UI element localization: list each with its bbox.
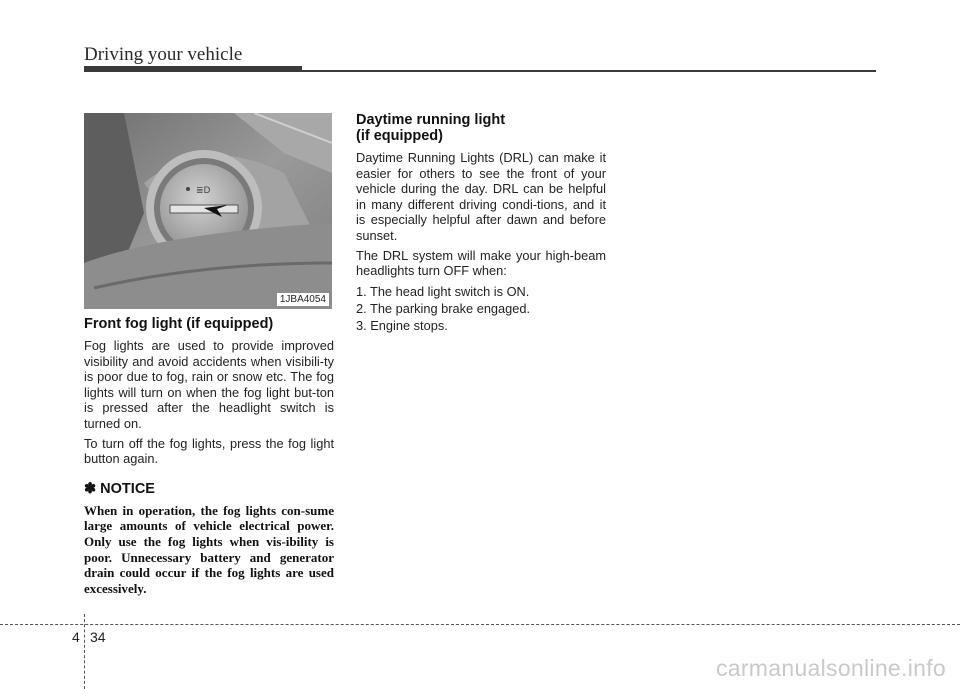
notice-text: When in operation, the fog lights con-sume large amounts of vehicle electrical power. Only use the fog lights when vis-ibility is poor. Unnecessary battery and generator drain could occur if the fog lights are used excessively. (84, 502, 334, 596)
notice-title: ✽ NOTICE (84, 480, 155, 497)
fog-light-paragraph: To turn off the fog lights, press the fog light button again. (84, 435, 334, 467)
header-rule-thick (84, 66, 302, 72)
drl-section (356, 112, 606, 334)
list-item: 1. The head light switch is ON. (356, 283, 530, 299)
chapter-number: 4 (72, 629, 80, 645)
svg-text:≣D: ≣D (196, 186, 211, 196)
fog-light-section (84, 316, 334, 596)
section-header-title: Driving your vehicle (84, 44, 243, 65)
dashboard-illustration (84, 113, 332, 309)
drl-heading-line: (if equipped) (356, 128, 443, 144)
drl-heading-line: Daytime running light (356, 112, 506, 128)
page-number: 34 (90, 629, 106, 645)
drl-heading (356, 112, 606, 144)
photo-reference-code: 1JBA4054 (277, 293, 329, 306)
list-item: 3. Engine stops. (356, 317, 448, 333)
footer-divider (84, 614, 85, 689)
fog-light-heading: Front fog light (if equipped) (84, 316, 274, 332)
footer-rule (0, 624, 960, 625)
fog-light-button-photo (84, 113, 332, 309)
list-item: 2. The parking brake engaged. (356, 300, 531, 316)
drl-paragraph: Daytime Running Lights (DRL) can make it easier for others to see the front of your vehicle during the day. DRL can be helpful in many different driving condi-tions, and it is especially helpful after dawn and before sunset. (356, 150, 606, 243)
watermark: carmanualsonline.info (715, 655, 946, 681)
drl-paragraph: The DRL system will make your high-beam headlights turn OFF when: (356, 247, 606, 279)
fog-light-paragraph: Fog lights are used to provide improved visibility and avoid accidents when visibili-ty is poor due to fog, rain or snow etc. The fog lights will turn on when the fog light but-ton is pressed after the headlight switch is turned on. (84, 338, 334, 431)
drl-conditions-list (356, 283, 606, 334)
header-rule-thin (302, 70, 876, 72)
